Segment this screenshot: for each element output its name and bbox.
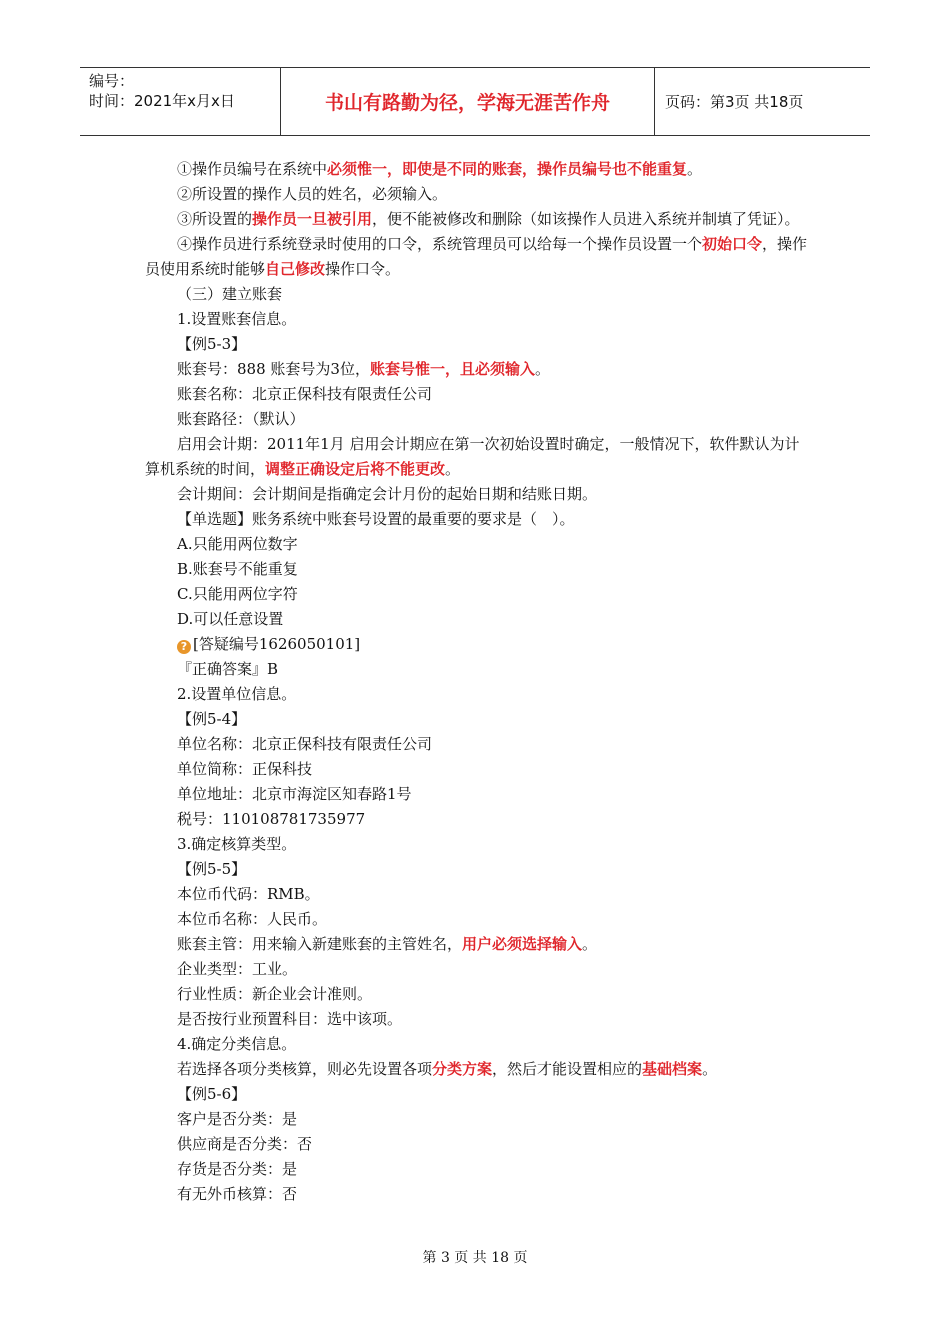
highlight-text: 基础档案 (642, 1060, 703, 1078)
paragraph: 税号：110108781735977 (177, 810, 366, 828)
section-heading: （三）建立账套 (177, 285, 283, 303)
option-b: B.账套号不能重复 (177, 560, 298, 578)
paragraph: 是否按行业预置科目：选中该项。 (177, 1010, 403, 1028)
paragraph (145, 232, 810, 282)
paragraph (145, 932, 810, 957)
text: 操作口令。 (325, 260, 401, 278)
paragraph (145, 432, 810, 482)
option-c: C.只能用两位字符 (177, 585, 298, 603)
option-d: D.可以任意设置 (177, 610, 284, 628)
question-circle-icon: ? (177, 640, 191, 654)
paragraph: 客户是否分类：是 (177, 1110, 298, 1128)
paragraph: 账套名称：北京正保科技有限责任公司 (177, 385, 433, 403)
text: ③所设置的 (177, 210, 253, 228)
paragraph: 行业性质：新企业会计准则。 (177, 985, 373, 1003)
highlight-text: 自己修改 (265, 260, 326, 278)
example-label: 【例5-3】 (177, 335, 247, 353)
text: 账套号：888 账套号为3位， (177, 360, 370, 378)
text: 。 (582, 935, 598, 953)
text: 。 (687, 160, 703, 178)
qa-reference (145, 632, 810, 657)
text: 。 (534, 360, 550, 378)
highlight-text: 必须惟一，即使是不同的账套，操作员编号也不能重复 (327, 160, 688, 178)
text: 。 (445, 460, 461, 478)
subheading: 2.设置单位信息。 (177, 685, 297, 703)
text: 账套主管：用来输入新建账套的主管姓名， (177, 935, 463, 953)
paragraph: 单位地址：北京市海淀区知春路1号 (177, 785, 412, 803)
paragraph: 供应商是否分类：否 (177, 1135, 313, 1153)
text: 。 (702, 1060, 718, 1078)
question: 【单选题】账务系统中账套号设置的最重要的要求是（ ）。 (177, 510, 575, 528)
paragraph: 有无外币核算：否 (177, 1185, 298, 1203)
subheading: 3.确定核算类型。 (177, 835, 297, 853)
text: ④操作员进行系统登录时使用的口令，系统管理员可以给每一个操作员设置一个 (177, 235, 703, 253)
example-label: 【例5-6】 (177, 1085, 247, 1103)
header-motto: 书山有路勤为径，学海无涯苦作舟 (281, 68, 655, 135)
paragraph (145, 157, 810, 182)
paragraph: ②所设置的操作人员的姓名，必须输入。 (177, 185, 448, 203)
subheading: 1.设置账套信息。 (177, 310, 297, 328)
page-header (80, 67, 870, 136)
highlight-text: 调整正确设定后将不能更改 (265, 460, 446, 478)
highlight-text: 操作员一旦被引用 (252, 210, 373, 228)
paragraph: 单位简称：正保科技 (177, 760, 313, 778)
paragraph: 本位币代码：RMB。 (177, 885, 320, 903)
highlight-text: 账套号惟一，且必须输入 (369, 360, 535, 378)
paragraph: 本位币名称：人民币。 (177, 910, 328, 928)
page-footer: 第 3 页 共 18 页 (422, 1250, 528, 1266)
paragraph (145, 207, 810, 232)
text: ，然后才能设置相应的 (492, 1060, 643, 1078)
paragraph (145, 1057, 810, 1082)
text: 启用会计期：2011年1月 启用会计期应在第一次初始设置时确定，一般情况下，软件默认为计算机系统的时间， (145, 435, 800, 478)
text: ①操作员编号在系统中 (177, 160, 328, 178)
example-label: 【例5-5】 (177, 860, 247, 878)
highlight-text: 用户必须选择输入 (462, 935, 583, 953)
qa-number: [答疑编号1626050101] (193, 635, 361, 653)
paragraph: 单位名称：北京正保科技有限责任公司 (177, 735, 433, 753)
header-page-info: 页码：第3页 共18页 (665, 93, 804, 111)
text: ，操作员使用系统时能够 (145, 235, 808, 278)
header-time-label: 时间：2021年x月x日 (89, 92, 235, 110)
paragraph: 企业类型：工业。 (177, 960, 298, 978)
option-a: A.只能用两位数字 (177, 535, 298, 553)
header-meta (80, 68, 281, 135)
subheading: 4.确定分类信息。 (177, 1035, 297, 1053)
text: ，便不能被修改和删除（如该操作人员进入系统并制填了凭证）。 (372, 210, 800, 228)
paragraph (145, 357, 810, 382)
example-label: 【例5-4】 (177, 710, 247, 728)
document-body (145, 157, 810, 1207)
text: 若选择各项分类核算，则必先设置各项 (177, 1060, 433, 1078)
highlight-text: 初始口令 (702, 235, 763, 253)
paragraph: 账套路径：（默认） (177, 410, 305, 428)
paragraph: 会计期间：会计期间是指确定会计月份的起始日期和结账日期。 (177, 485, 598, 503)
highlight-text: 分类方案 (432, 1060, 493, 1078)
answer: 『正确答案』B (177, 660, 279, 678)
header-number-label: 编号： (89, 72, 135, 90)
paragraph: 存货是否分类：是 (177, 1160, 298, 1178)
